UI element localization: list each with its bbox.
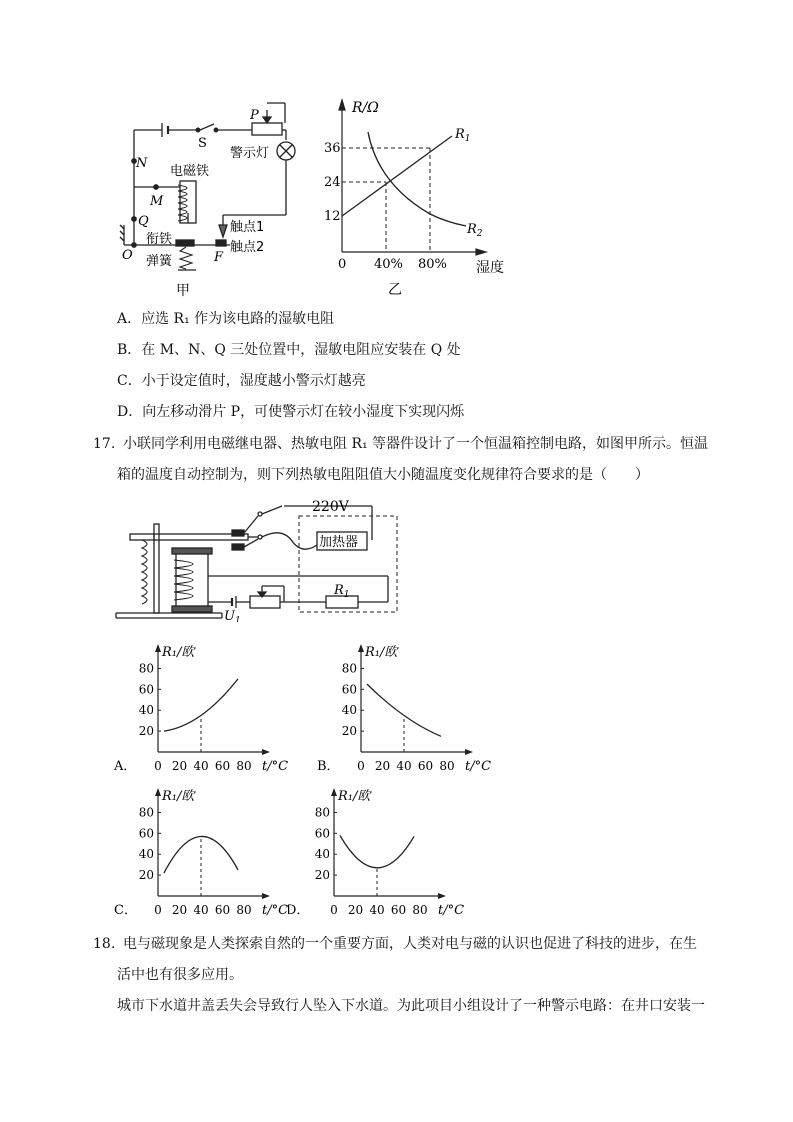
label-Q: Q (138, 214, 149, 229)
series-R2-label: $R_2$ (467, 222, 483, 239)
y-tick-label: 20 (138, 868, 154, 883)
ytick-36: 36 (324, 141, 341, 156)
graph-ylabel: R₁/欧 (338, 789, 371, 804)
label-O: O (122, 248, 133, 263)
y-tick-label: 20 (138, 724, 154, 739)
q17-graph-svg-d (288, 784, 478, 922)
y-tick-label: 60 (314, 826, 330, 841)
x-axis-arrow (438, 893, 446, 899)
x-tick-label: 40 (369, 903, 385, 917)
y-tick-label: 20 (314, 868, 330, 883)
x-tick-label: 20 (374, 759, 391, 773)
q17-graph-svg-c (112, 784, 302, 922)
q17-stem-line2: 箱的温度自动控制为，则下列热敏电阻阻值大小随温度变化规律符合要求的是（ ） (117, 467, 649, 483)
xtick-80: 80% (418, 257, 447, 272)
x-axis-arrow (465, 749, 473, 755)
label-220v: 220V (312, 499, 349, 515)
label-lamp: 警示灯 (230, 146, 270, 161)
label-spring: 弹簧 (146, 254, 173, 269)
q17-circuit-diagram (112, 494, 402, 622)
y-tick-label: 80 (138, 661, 154, 676)
q16-circuit-diagram (110, 95, 310, 305)
q17-graph-c (112, 784, 302, 922)
label-armature: 衔铁 (146, 232, 173, 247)
q17-graph-a (112, 640, 302, 778)
x-tick-label: 60 (214, 903, 231, 917)
label-contact2: 触点2 (230, 240, 265, 255)
label-R1: $R_1$ (334, 583, 350, 600)
q17-graph-d (288, 784, 478, 922)
option-label-d: D． (288, 903, 310, 918)
x-tick-label: 0 (357, 759, 365, 773)
q16-option-b: B．在 M、N、Q 三处位置中，湿敏电阻应安装在 Q 处 (117, 342, 461, 358)
x-tick-label: 0 (154, 903, 162, 917)
label-heater: 加热器 (319, 535, 359, 550)
x-axis-arrow (262, 749, 270, 755)
y-axis-arrow (155, 788, 161, 796)
caption-yi: 乙 (388, 282, 402, 298)
graph-xlabel: 湿度 (476, 260, 504, 276)
curve-d (340, 835, 414, 867)
q18-stem-line3: 城市下水道井盖丢失会导致行人坠入下水道。为此项目小组设计了一种警示电路：在井口安装一 (117, 998, 705, 1014)
label-N: N (136, 156, 148, 171)
x-tick-label: 20 (347, 903, 364, 917)
graph-ylabel: R₁/欧 (365, 645, 398, 660)
graph-xlabel: t/°C (262, 759, 289, 774)
graph-ylabel: R₁/欧 (162, 789, 195, 804)
ytick-12: 12 (324, 209, 341, 224)
x-tick-label: 0 (330, 903, 338, 917)
x-tick-label: 60 (214, 759, 231, 773)
q18-stem-line2: 活中也有很多应用。 (117, 967, 243, 983)
x-tick-label: 80 (236, 903, 252, 917)
caption-jia: 甲 (176, 283, 190, 299)
y-tick-label: 60 (138, 826, 154, 841)
q17-graph-svg-b (315, 640, 505, 778)
label-S: S (198, 136, 207, 151)
q17-stem-line1: 小联同学利用电磁继电器、热敏电阻 R₁ 等器件设计了一个恒温箱控制电路，如图甲所示。恒温 (123, 436, 709, 452)
xtick-40: 40% (374, 257, 403, 272)
x-tick-label: 20 (171, 903, 188, 917)
q16-option-d: D．向左移动滑片 P，可使警示灯在较小湿度下实现闪烁 (117, 404, 465, 420)
y-tick-label: 40 (314, 847, 330, 862)
x-tick-label: 20 (171, 759, 188, 773)
q17-graph-svg-a (112, 640, 302, 778)
label-U1: $U_1$ (224, 609, 241, 622)
q18-stem-line1: 电与磁现象是人类探索自然的一个重要方面，人类对电与磁的认识也促进了科技的进步，在生 (123, 936, 697, 952)
x-tick-label: 80 (236, 759, 252, 773)
label-contact1: 触点1 (230, 220, 265, 235)
y-tick-label: 80 (341, 661, 357, 676)
x-tick-label: 40 (193, 759, 209, 773)
series-R1-label: $R_1$ (455, 127, 471, 144)
x-tick-label: 60 (417, 759, 434, 773)
option-label-c: C． (114, 903, 137, 918)
x-tick-label: 40 (193, 903, 209, 917)
ytick-24: 24 (324, 175, 341, 190)
origin-label: 0 (338, 257, 347, 272)
q16-option-a: A．应选 R₁ 作为该电路的湿敏电阻 (117, 311, 335, 327)
x-tick-label: 80 (412, 903, 428, 917)
label-P: P (250, 108, 259, 123)
x-tick-label: 80 (439, 759, 455, 773)
y-axis-arrow (155, 644, 161, 652)
x-axis-arrow (262, 893, 270, 899)
x-tick-label: 60 (390, 903, 407, 917)
y-tick-label: 60 (341, 682, 357, 697)
label-electromagnet: 电磁铁 (170, 164, 210, 179)
y-tick-label: 40 (138, 847, 154, 862)
series-R2-curve (368, 132, 466, 226)
label-F: F (214, 250, 224, 265)
option-label-b: B． (317, 759, 340, 774)
x-tick-label: 0 (154, 759, 162, 773)
label-M: M (150, 194, 164, 209)
curve-b (367, 684, 441, 736)
q17-number: 17. (93, 436, 116, 452)
graph-xlabel: t/°C (262, 903, 289, 918)
y-tick-label: 20 (341, 724, 357, 739)
graph-xlabel: t/°C (465, 759, 492, 774)
graph-ylabel: R/Ω (352, 100, 379, 116)
q16-option-c: C．小于设定值时，湿度越小警示灯越亮 (117, 373, 366, 389)
curve-a (164, 679, 238, 731)
y-tick-label: 80 (138, 805, 154, 820)
option-label-a: A． (114, 759, 137, 774)
y-tick-label: 60 (138, 682, 154, 697)
y-axis-arrow (358, 644, 364, 652)
graph-xlabel: t/°C (438, 903, 465, 918)
y-tick-label: 40 (341, 703, 357, 718)
q18-number: 18. (93, 936, 116, 952)
q16-resistance-graph (312, 92, 512, 302)
x-tick-label: 40 (396, 759, 412, 773)
y-tick-label: 80 (314, 805, 330, 820)
graph-ylabel: R₁/欧 (162, 645, 195, 660)
y-axis-arrow (331, 788, 337, 796)
q17-graph-b (315, 640, 505, 778)
y-tick-label: 40 (138, 703, 154, 718)
